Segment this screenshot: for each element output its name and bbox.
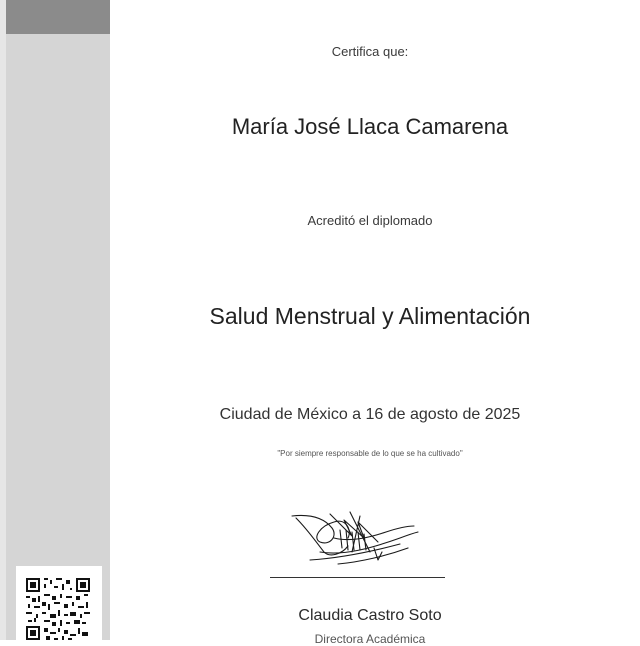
place-and-date: Ciudad de México a 16 de agosto de 2025 <box>219 406 521 423</box>
signature-line <box>270 577 445 578</box>
certifies-label: Certifica que: <box>331 44 409 59</box>
certificate <box>110 0 640 646</box>
accredited-label: Acreditó el diplomado <box>307 213 433 228</box>
decorative-top-block <box>6 0 110 34</box>
decorative-side-band <box>6 0 110 640</box>
recipient-name: María José Llaca Camarena <box>231 114 509 139</box>
qr-code-icon <box>26 578 90 640</box>
motto: "Por siempre responsable de lo que se ha cultivado" <box>277 449 463 458</box>
signature-icon <box>290 508 420 578</box>
signer-role: Directora Académica <box>314 632 426 646</box>
qr-code-card <box>16 566 102 640</box>
course-title: Salud Menstrual y Alimentación <box>209 303 531 329</box>
signer-name: Claudia Castro Soto <box>298 607 442 624</box>
